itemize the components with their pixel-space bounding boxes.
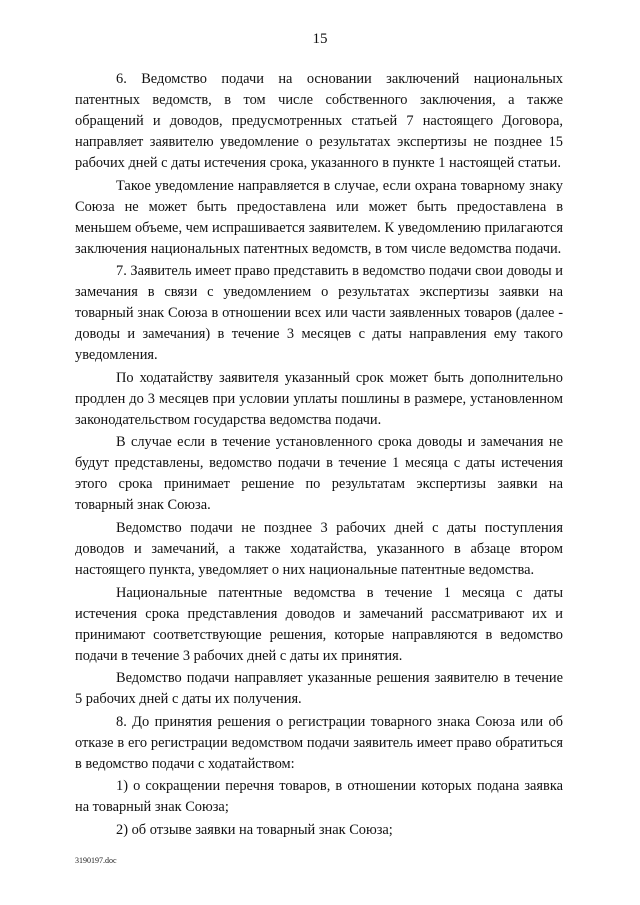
paragraph-extension: По ходатайству заявителя указанный срок может быть дополнительно продлен до 3 месяцев при условии уплаты пошлины в размере, установленном законодательством государства ведомства подачи. <box>75 369 563 428</box>
paragraph-notice: Такое уведомление направляется в случае, если охрана товарному знаку Союза не может быть предоставлена или может быть предоставлена в меньшем объеме, чем испрашивается заявителем. К уведомлению прилагаются заключения национальных патентных ведомств, в том числе ведомства подачи. <box>75 177 563 257</box>
paragraph-forward-decisions: Ведомство подачи направляет указанные решения заявителю в течение 5 рабочих дней с даты их получения. <box>75 670 563 708</box>
paragraph-national-offices: Национальные патентные ведомства в течение 1 месяца с даты истечения срока представления доводов и замечаний рассматривают их и принимают соответствующие решения, которые направляются в ведомство подачи в течение 3 рабочих дней с даты их принятия. <box>75 584 563 664</box>
list-item-2: 2) об отзыве заявки на товарный знак Союза; <box>116 821 393 838</box>
paragraph-notify-offices: Ведомство подачи не позднее 3 рабочих дней с даты поступления доводов и замечаний, а также ходатайства, указанного в абзаце втором настоящего пункта, уведомляет о них национальные патентные ведомства. <box>75 519 563 578</box>
paragraph-7: 7. Заявитель имеет право представить в ведомство подачи свои доводы и замечания в связи с уведомлением о результатах экспертизы заявки на товарный знак Союза в отношении всех или части заявленных товаров (далее - доводы и замечания) в течение 3 месяцев с даты направления ему такого уведомления. <box>75 263 563 364</box>
paragraph-8: 8. До принятия решения о регистрации товарного знака Союза или об отказе в его регистрации ведомством подачи заявитель имеет право обратиться в ведомство подачи с ходатайством: <box>75 713 563 772</box>
paragraph-6: 6. Ведомство подачи на основании заключений национальных патентных ведомств, в том числе собственного заключения, а также обращений и доводов, предусмотренных статьей 7 настоящего Договора, направляет заявителю уведомление о результатах экспертизы не позднее 15 рабочих дней с даты истечения срока, указанного в пункте 1 настоящей статьи. <box>75 71 563 171</box>
page-number: 15 <box>312 31 328 47</box>
list-item-1: 1) о сокращении перечня товаров, в отношении которых подана заявка на товарный знак Союза; <box>75 778 563 816</box>
paragraph-no-arguments: В случае если в течение установленного срока доводы и замечания не будут представлены, ведомство подачи в течение 1 месяца с даты истечения этого срока принимает решение по результатам экспертизы заявки на товарный знак Союза. <box>75 434 563 514</box>
footer-filename: 3190197.doc <box>75 856 117 865</box>
document-body <box>75 69 563 843</box>
